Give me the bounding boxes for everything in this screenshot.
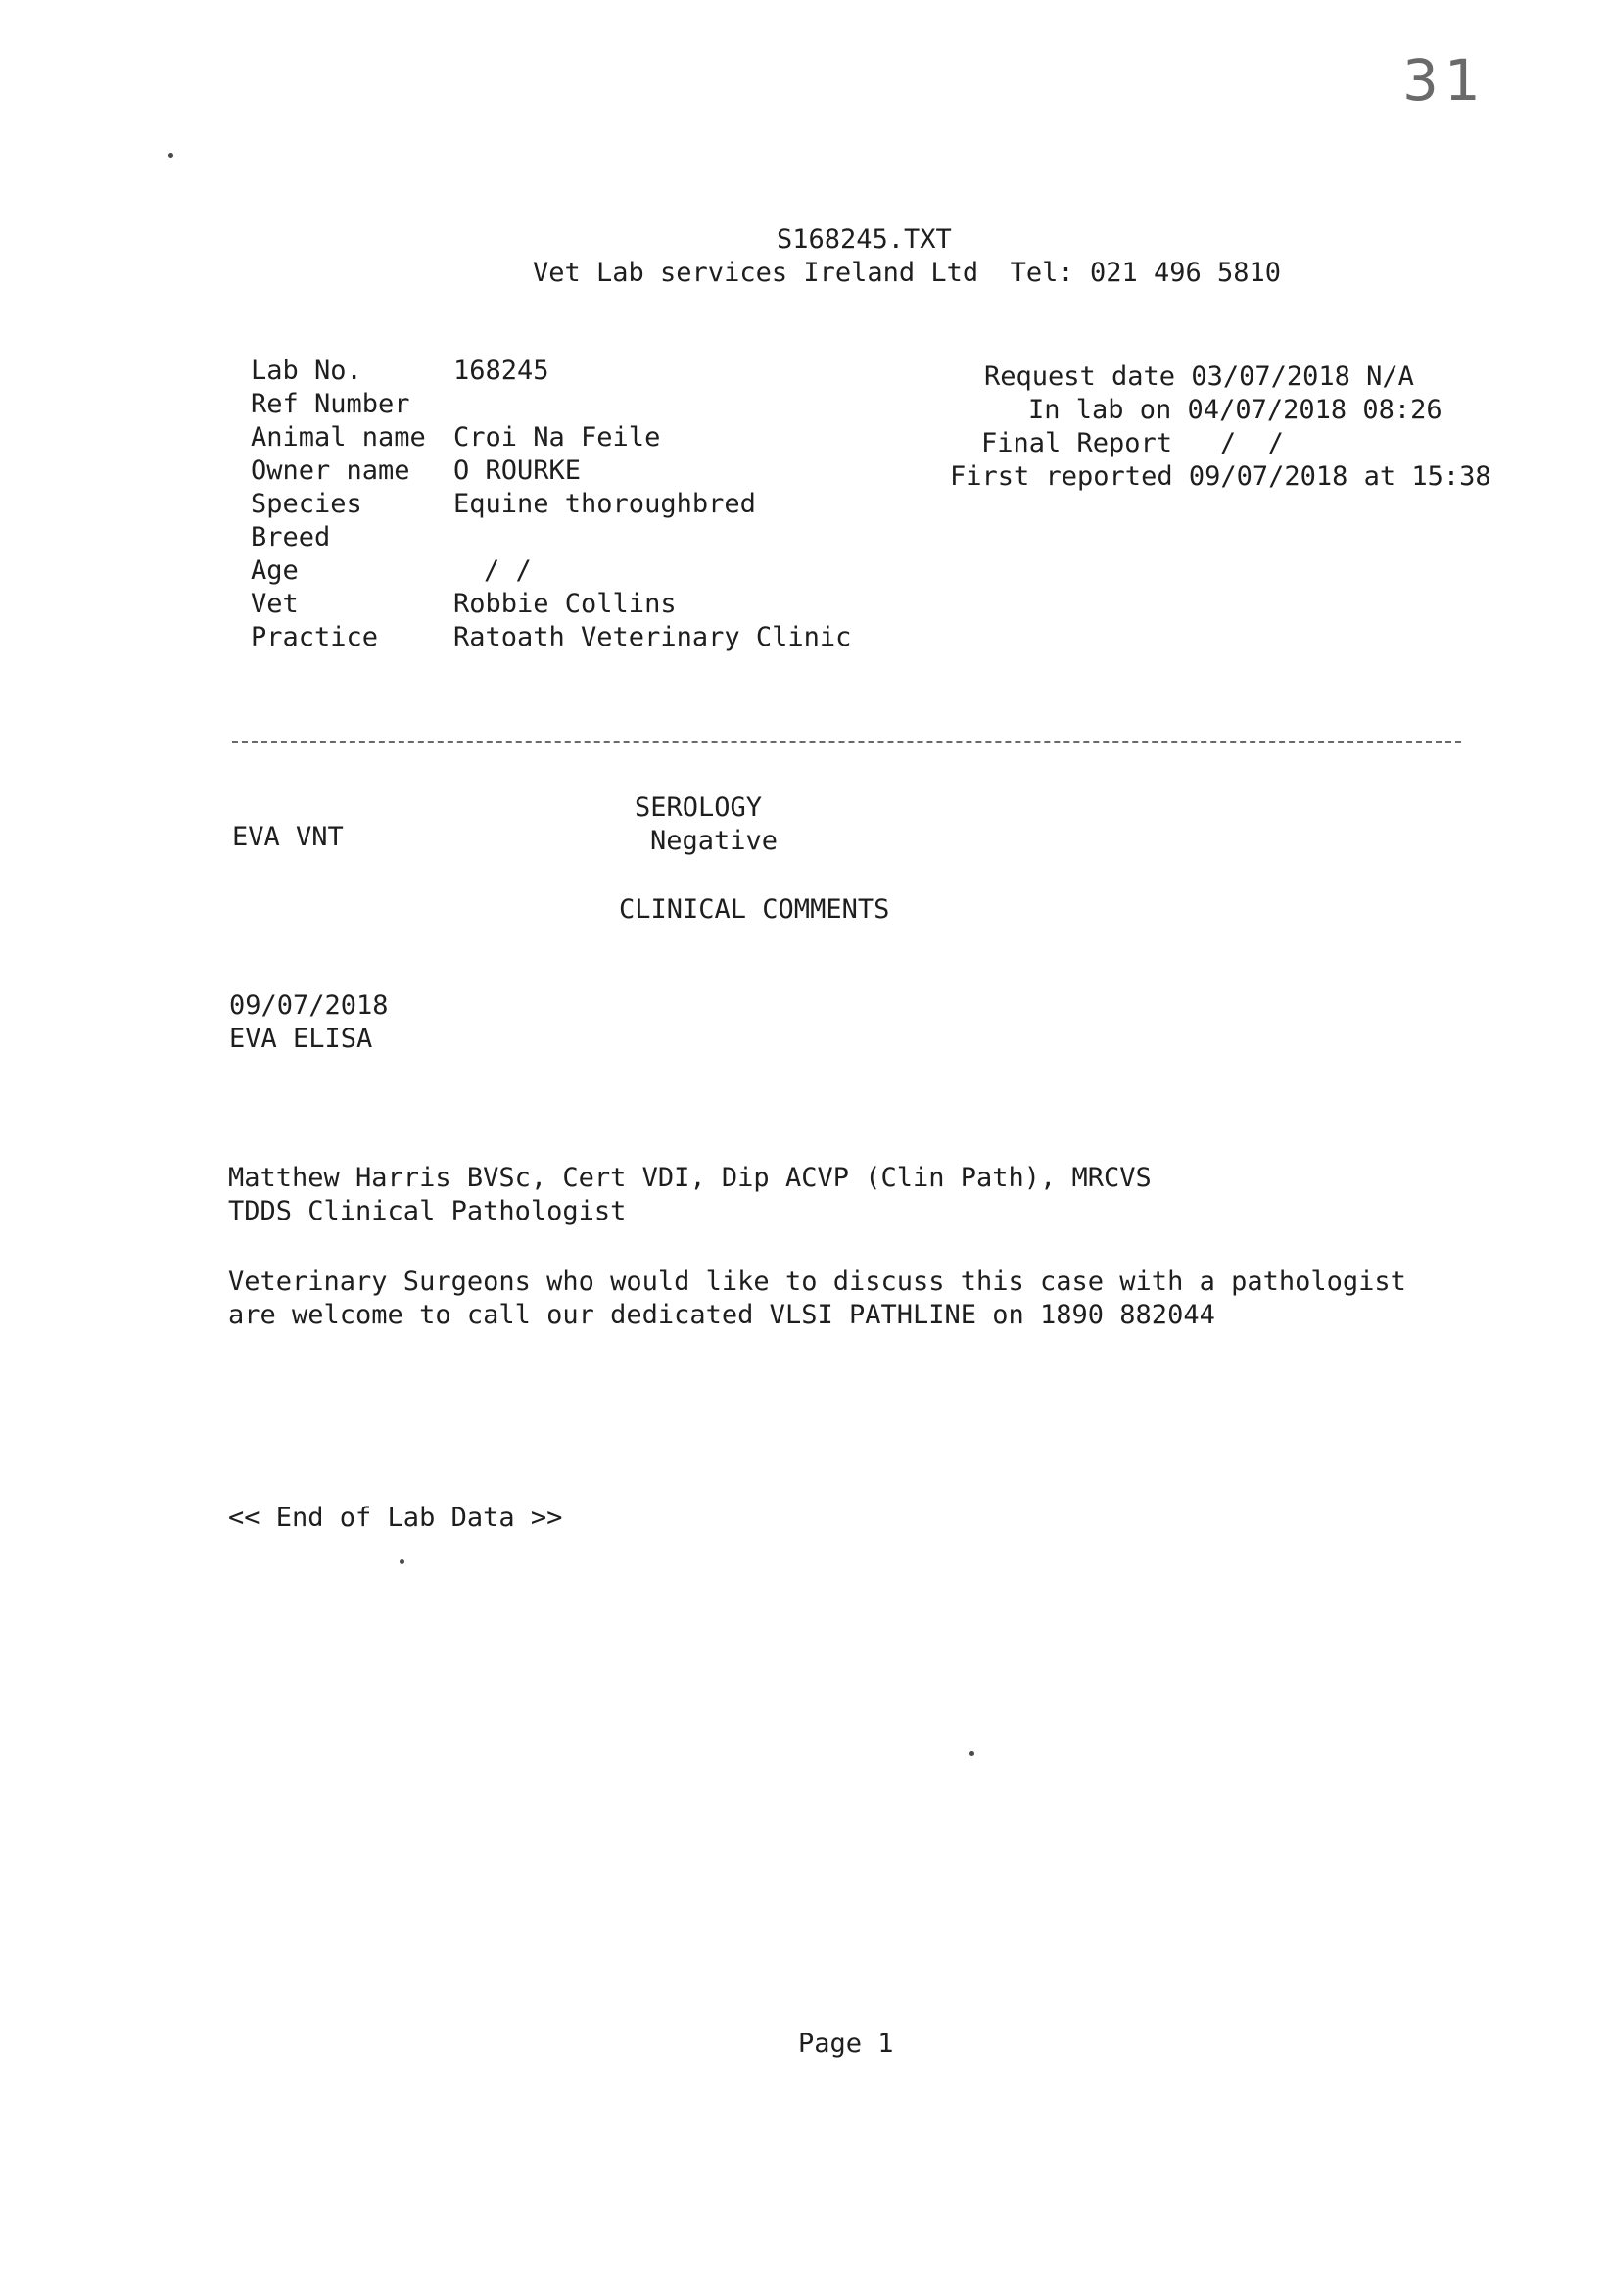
pathologist-role: TDDS Clinical Pathologist — [228, 1196, 627, 1226]
species-label: Species — [251, 489, 362, 519]
test-result: Negative — [650, 826, 779, 856]
scan-speck — [400, 1559, 404, 1564]
ref-number-label: Ref Number — [251, 389, 410, 419]
lab-header-line: Vet Lab services Ireland Ltd Tel: 021 496 5810 — [533, 258, 1282, 288]
clinical-comments-heading: CLINICAL COMMENTS — [619, 894, 890, 925]
request-date: Request date 03/07/2018 N/A — [984, 361, 1414, 392]
owner-name-value: O ROURKE — [453, 455, 582, 486]
comment-date: 09/07/2018 — [229, 990, 389, 1021]
in-lab-date: In lab on 04/07/2018 08:26 — [1028, 395, 1442, 425]
pathline-notice-line2: are welcome to call our dedicated VLSI PATHLINE on 1890 882044 — [228, 1300, 1215, 1330]
page-number: Page 1 — [798, 2029, 894, 2059]
report-filename: S168245.TXT — [777, 224, 952, 255]
dashed-separator — [232, 741, 1461, 743]
lab-no-label: Lab No. — [251, 356, 362, 386]
first-reported-date: First reported 09/07/2018 at 15:38 — [950, 461, 1491, 492]
handwritten-page-mark: 31 — [1402, 47, 1487, 114]
lab-no-value: 168245 — [453, 356, 549, 386]
species-value: Equine thoroughbred — [453, 489, 756, 519]
comment-text: EVA ELISA — [229, 1024, 373, 1054]
vet-value: Robbie Collins — [453, 589, 677, 619]
breed-label: Breed — [251, 522, 331, 552]
practice-label: Practice — [251, 622, 379, 652]
age-label: Age — [251, 555, 299, 586]
animal-name-label: Animal name — [251, 422, 426, 453]
serology-heading: SEROLOGY — [635, 792, 763, 823]
scan-speck — [969, 1751, 974, 1756]
animal-name-value: Croi Na Feile — [453, 422, 661, 453]
age-value: / / — [484, 555, 532, 586]
owner-name-label: Owner name — [251, 455, 410, 486]
practice-value: Ratoath Veterinary Clinic — [453, 622, 852, 652]
end-of-lab-data: << End of Lab Data >> — [228, 1503, 563, 1533]
pathline-notice-line1: Veterinary Surgeons who would like to discuss this case with a pathologist — [228, 1267, 1406, 1297]
vet-label: Vet — [251, 589, 299, 619]
test-name: EVA VNT — [232, 822, 344, 852]
final-report-date: Final Report / / — [981, 428, 1284, 458]
pathologist-name: Matthew Harris BVSc, Cert VDI, Dip ACVP (Clin Path), MRCVS — [228, 1163, 1152, 1193]
scan-speck — [168, 153, 173, 158]
